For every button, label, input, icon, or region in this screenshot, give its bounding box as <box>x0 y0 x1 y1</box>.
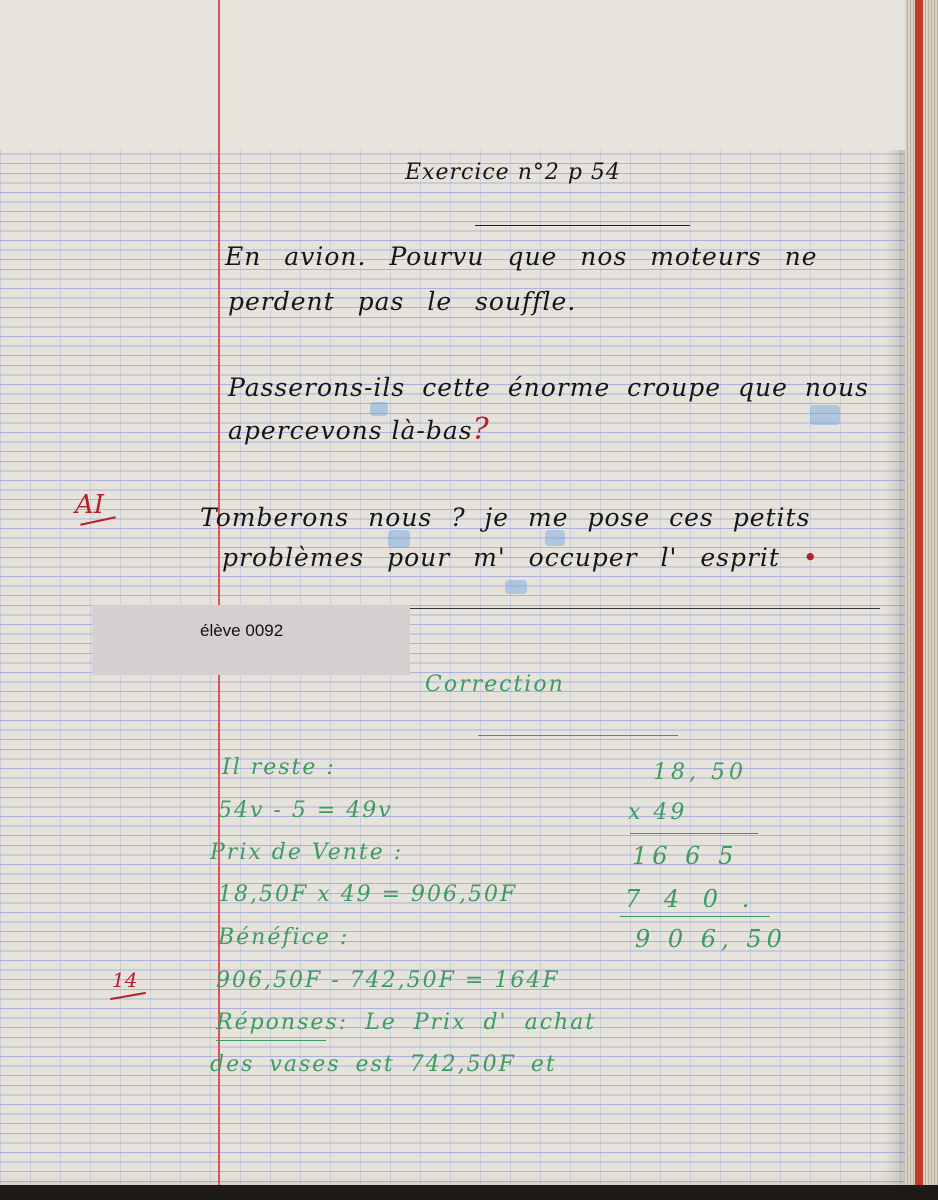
exercise-line-3: Passerons-ils cette énorme croupe que nous <box>228 373 869 402</box>
correction-line-7: Réponses: Le Prix d' achat <box>216 1010 597 1035</box>
correction-line-5: Bénéfice : <box>218 925 350 950</box>
page-top-band <box>0 0 905 150</box>
ink-smudge <box>810 405 840 425</box>
correction-line-1: Il reste : <box>222 755 336 780</box>
question-mark: ? <box>472 412 490 447</box>
calc-partial-1: 16 6 5 <box>632 842 739 870</box>
correction-line-6: 906,50F - 742,50F = 164F <box>216 968 560 993</box>
title-underline <box>475 225 690 226</box>
exercise-line-5: Tomberons nous ? je me pose ces petits <box>200 503 811 532</box>
page-bottom-shadow <box>0 1185 938 1200</box>
teacher-mark-top: AI <box>75 490 105 520</box>
correction-underline <box>478 735 678 736</box>
ink-smudge <box>505 580 527 594</box>
exercise-line-4 <box>228 412 490 447</box>
exercise-line-2: perdent pas le souffle. <box>228 287 577 316</box>
exercise-title: Exercice n°2 p 54 <box>405 160 621 185</box>
teacher-mark-bottom: 14 <box>112 968 138 992</box>
correction-title: Correction <box>425 672 565 697</box>
reponses-underline <box>216 1040 326 1041</box>
correction-line-2: 54v - 5 = 49v <box>218 798 393 823</box>
student-label: élève 0092 <box>200 621 284 640</box>
calc-multiplicand: 18, 50 <box>653 760 747 785</box>
exercise-line-6-text: problèmes pour m' occuper l' esprit <box>222 543 780 572</box>
section-divider <box>380 608 880 609</box>
correction-line-8: des vases est 742,50F et <box>210 1052 557 1077</box>
correction-line-3: Prix de Vente : <box>210 840 404 865</box>
correction-line-4: 18,50F x 49 = 906,50F <box>218 882 518 907</box>
calc-rule-2 <box>620 916 770 917</box>
exercise-line-1: En avion. Pourvu que nos moteurs ne <box>225 242 818 271</box>
calc-partial-2: 7 4 0 . <box>625 885 758 913</box>
red-dot: • <box>779 543 819 572</box>
calc-result: 9 0 6, 50 <box>635 925 787 953</box>
student-label-box <box>92 605 410 675</box>
calc-multiplier: x 49 <box>628 800 688 825</box>
exercise-line-6 <box>222 543 819 572</box>
exercise-line-4-text: apercevons là-bas <box>228 416 473 445</box>
calc-rule-1 <box>630 833 758 834</box>
notebook-red-edge <box>915 0 923 1190</box>
